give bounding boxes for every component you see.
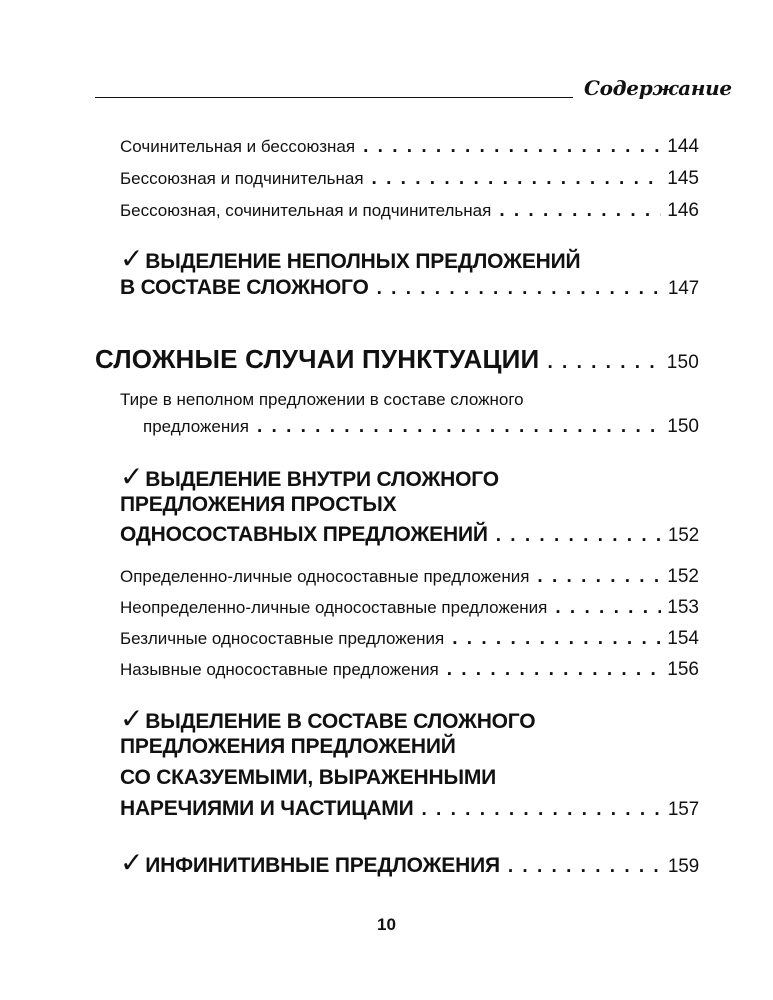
leader-dots bbox=[257, 416, 661, 438]
leader-dots bbox=[363, 136, 661, 158]
header-rule bbox=[95, 97, 573, 98]
section-heading-line: СО СКАЗУЕМЫМИ, ВЫРАЖЕННЫМИ bbox=[120, 766, 497, 789]
toc-entry-page: 152 bbox=[667, 566, 699, 587]
toc-entry-label: Бессоюзная, сочинительная и подчинительная bbox=[120, 201, 492, 220]
toc-entry[interactable] bbox=[120, 659, 699, 681]
leader-dots bbox=[555, 597, 661, 619]
section-heading-line: ПРЕДЛОЖЕНИЯ ПРОСТЫХ bbox=[120, 493, 397, 516]
section-heading-last-line: НАРЕЧИЯМИ И ЧАСТИЦАМИ bbox=[120, 797, 414, 820]
toc-section-entry[interactable] bbox=[120, 797, 699, 821]
toc-entry-label: Сочинительная и бессоюзная bbox=[120, 137, 356, 156]
toc-entry-page: 154 bbox=[667, 628, 699, 649]
toc-entry-page: 153 bbox=[667, 597, 699, 618]
section-heading-last-line: ОДНОСОСТАВНЫХ ПРЕДЛОЖЕНИЙ bbox=[120, 523, 488, 546]
toc-section-entry[interactable] bbox=[120, 523, 699, 547]
toc-entry-page: 159 bbox=[667, 856, 699, 877]
toc-entry-label: Определенно-личные односоставные предложения bbox=[120, 567, 530, 586]
checkmark-icon: ✓ bbox=[120, 702, 144, 735]
leader-dots bbox=[452, 628, 661, 650]
leader-dots bbox=[537, 566, 661, 588]
section-heading-line: ПРЕДЛОЖЕНИЯ ПРЕДЛОЖЕНИЙ bbox=[120, 735, 456, 758]
toc-entry-page: 147 bbox=[667, 278, 699, 299]
checkmark-icon: ✓ bbox=[120, 242, 144, 275]
toc-entry-page: 157 bbox=[667, 799, 699, 820]
toc-entry-label: Назывные односоставные предложения bbox=[120, 660, 439, 679]
toc-entry[interactable] bbox=[120, 200, 699, 222]
toc-entry[interactable] bbox=[120, 628, 699, 650]
toc-part-entry[interactable] bbox=[95, 344, 699, 375]
toc-entry[interactable] bbox=[120, 168, 699, 190]
section-heading-line: ✓ВЫДЕЛЕНИЕ НЕПОЛНЫХ ПРЕДЛОЖЕНИЙ bbox=[120, 242, 581, 275]
toc-entry-page: 144 bbox=[667, 136, 699, 157]
leader-dots bbox=[377, 276, 662, 300]
leader-dots bbox=[508, 854, 662, 878]
section-heading-line: ✓ВЫДЕЛЕНИЕ В СОСТАВЕ СЛОЖНОГО bbox=[120, 702, 536, 735]
section-heading-line: ✓ВЫДЕЛЕНИЕ ВНУТРИ СЛОЖНОГО bbox=[120, 460, 499, 493]
leader-dots bbox=[547, 344, 660, 375]
leader-dots bbox=[496, 523, 662, 547]
toc-entry-page: 146 bbox=[667, 200, 699, 221]
part-title: СЛОЖНЫЕ СЛУЧАИ ПУНКТУАЦИИ bbox=[95, 344, 540, 374]
toc-entry[interactable] bbox=[120, 566, 699, 588]
toc-entry[interactable] bbox=[120, 597, 699, 619]
toc-entry-first-line: Тире в неполном предложении в составе сложного bbox=[120, 390, 524, 409]
toc-entry-page: 145 bbox=[667, 168, 699, 189]
checkmark-icon: ✓ bbox=[120, 846, 144, 879]
toc-section-entry[interactable] bbox=[120, 276, 699, 300]
toc-entry-page: 150 bbox=[666, 352, 699, 373]
leader-dots bbox=[499, 200, 661, 222]
checkmark-icon: ✓ bbox=[120, 460, 144, 493]
leader-dots bbox=[447, 659, 662, 681]
toc-entry-label: Безличные односоставные предложения bbox=[120, 629, 445, 648]
toc-entry-label: Бессоюзная и подчинительная bbox=[120, 169, 364, 188]
page-number: 10 bbox=[377, 915, 396, 934]
toc-entry-page: 152 bbox=[667, 525, 699, 546]
leader-dots bbox=[372, 168, 662, 190]
running-header-title: Содержание bbox=[584, 76, 732, 100]
toc-entry-label: предложения bbox=[143, 417, 249, 436]
toc-entry[interactable] bbox=[143, 416, 699, 438]
toc-entry-page: 156 bbox=[667, 659, 699, 680]
toc-entry[interactable] bbox=[120, 136, 699, 158]
toc-entry-label: Неопределенно-личные односоставные предложения bbox=[120, 598, 548, 617]
toc-entry-page: 150 bbox=[667, 416, 699, 437]
section-heading-last-line: В СОСТАВЕ СЛОЖНОГО bbox=[120, 276, 369, 299]
toc-section-entry[interactable] bbox=[120, 846, 699, 879]
section-heading-last-line: ✓ИНФИНИТИВНЫЕ ПРЕДЛОЖЕНИЯ bbox=[120, 846, 500, 879]
leader-dots bbox=[422, 797, 662, 821]
